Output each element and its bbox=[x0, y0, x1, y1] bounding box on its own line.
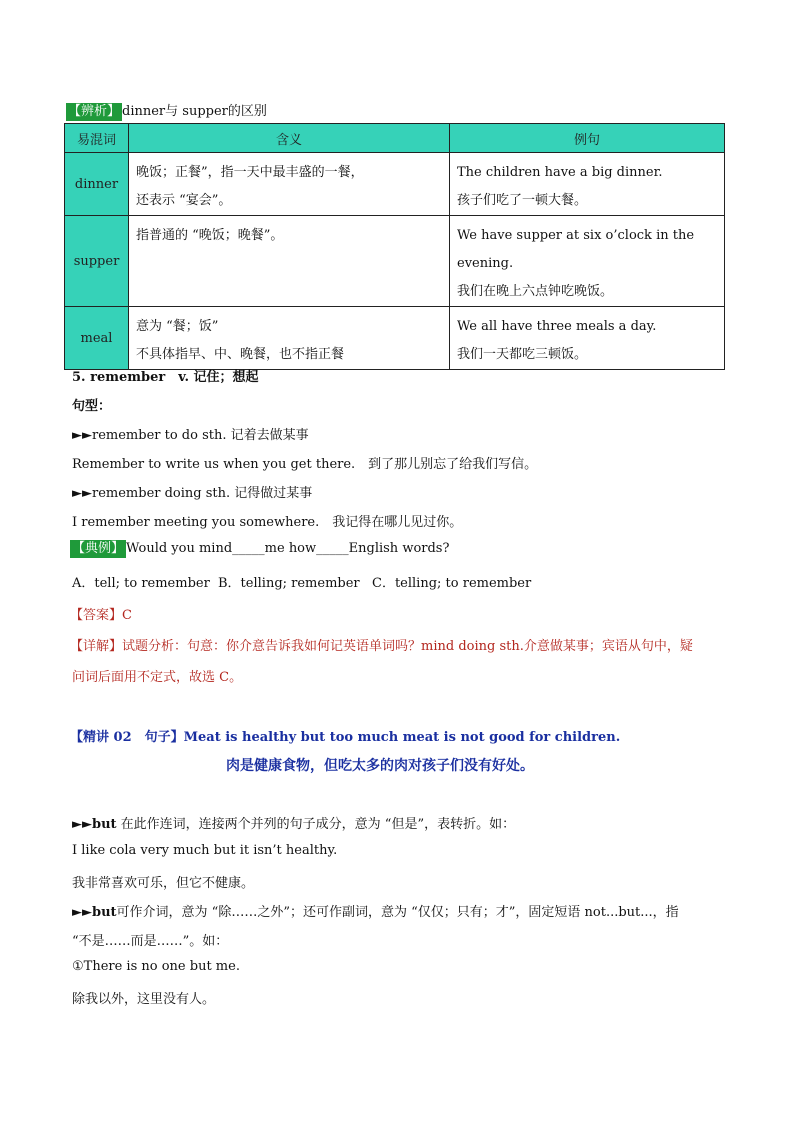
row-word: meal bbox=[65, 307, 129, 370]
but-note-2-cn: 除我以外，这里没有人。 bbox=[72, 992, 216, 1007]
table-row bbox=[65, 216, 725, 307]
compare-title: dinner与 supper的区别 bbox=[122, 104, 267, 119]
header-word: 易混词 bbox=[65, 124, 129, 153]
arrow-icon: ►► bbox=[72, 905, 92, 920]
but-note-1-en: I like cola very much but it isn’t healthy. bbox=[72, 843, 338, 858]
analysis-tag: 【辨析】 bbox=[68, 104, 121, 119]
pattern-2: ►►remember doing sth. 记得做过某事 bbox=[72, 486, 313, 501]
lecture-sentence-cn: 肉是健康食物，但吃太多的肉对孩子们没有好处。 bbox=[226, 758, 534, 774]
table-row bbox=[65, 307, 725, 370]
detail-line-2: 问词后面用不定式，故选 C。 bbox=[72, 670, 243, 685]
row-example bbox=[450, 307, 725, 370]
meaning-line: 还表示 “宴会”。 bbox=[136, 193, 232, 208]
table-header-row bbox=[65, 124, 725, 153]
detail-tag: 【详解】 bbox=[70, 639, 123, 654]
meaning-line: 晚饭；正餐”，指一天中最丰盛的一餐， bbox=[136, 165, 364, 180]
header-meaning: 含义 bbox=[129, 124, 450, 153]
example-en: The children have a big dinner. bbox=[457, 165, 663, 180]
note-text: 可作介词，意为 “除……之外”；还可作副词，意为 “仅仅；只有；才”，固定短语 not...but...，指 bbox=[116, 905, 679, 920]
lecture-label: 【精讲 02 句子】 bbox=[70, 730, 184, 745]
but-note-2 bbox=[72, 901, 679, 920]
lecture-line bbox=[70, 726, 620, 745]
example-en: We all have three meals a day. bbox=[457, 319, 657, 334]
detail-line-1 bbox=[70, 635, 693, 654]
detail-text-1: 试题分析：句意：你介意告诉我如何记英语单词吗？mind doing sth.介意做某事；宾语从句中，疑 bbox=[122, 639, 693, 654]
but-note-1-cn: 我非常喜欢可乐，但它不健康。 bbox=[72, 876, 255, 891]
pattern-label: 句型： bbox=[72, 399, 112, 414]
but-note-1 bbox=[72, 813, 515, 832]
option-b: B．telling; remember bbox=[218, 576, 360, 591]
example-en: We have supper at six o’clock in the evening. bbox=[457, 228, 695, 271]
meaning-line: 指普通的 “晚饭；晚餐”。 bbox=[136, 228, 284, 243]
arrow-icon: ►► bbox=[72, 817, 92, 832]
example-cn: 孩子们吃了一顿大餐。 bbox=[457, 193, 588, 208]
option-a: A．tell; to remember bbox=[72, 576, 210, 591]
compare-title-line bbox=[66, 100, 267, 121]
row-example bbox=[450, 216, 725, 307]
example-line bbox=[70, 540, 449, 558]
meaning-line: 意为 “餐；饭” bbox=[136, 319, 219, 334]
section-heading: 5. remember v. 记住；想起 bbox=[72, 370, 259, 385]
row-meaning bbox=[129, 153, 450, 216]
pattern-1: ►►remember to do sth. 记着去做某事 bbox=[72, 428, 309, 443]
answer-line bbox=[70, 604, 132, 623]
example-cn: 我们一天都吃三顿饭。 bbox=[457, 347, 588, 362]
keyword: but bbox=[92, 905, 117, 920]
lecture-sentence-en: Meat is healthy but too much meat is not good for children. bbox=[183, 730, 621, 745]
answer-value: C bbox=[122, 608, 132, 623]
example-tag: 【典例】 bbox=[72, 541, 125, 556]
pattern-1-example: Remember to write us when you get there. 到了那儿别忘了给我们写信。 bbox=[72, 457, 538, 472]
answer-tag: 【答案】 bbox=[70, 608, 123, 623]
meaning-line: 不具体指早、中、晚餐，也不指正餐 bbox=[136, 347, 345, 362]
keyword: but bbox=[92, 817, 117, 832]
note-text: 在此作连词，连接两个并列的句子成分，意为 “但是”，表转折。如： bbox=[116, 817, 516, 832]
pattern-2-example: I remember meeting you somewhere. 我记得在哪儿见过你。 bbox=[72, 515, 463, 530]
example-cn: 我们在晚上六点钟吃晚饭。 bbox=[457, 284, 614, 299]
row-word: supper bbox=[65, 216, 129, 307]
but-note-2-cont: “不是……而是……”。如： bbox=[72, 934, 229, 949]
row-meaning bbox=[129, 216, 450, 307]
row-word: dinner bbox=[65, 153, 129, 216]
option-c: C．telling; to remember bbox=[372, 576, 532, 591]
header-example: 例句 bbox=[450, 124, 725, 153]
table-row bbox=[65, 153, 725, 216]
example-question: Would you mind_____me how_____English words? bbox=[126, 541, 450, 556]
row-example bbox=[450, 153, 725, 216]
row-meaning bbox=[129, 307, 450, 370]
comparison-table bbox=[64, 123, 725, 370]
but-note-2-en: ①There is no one but me. bbox=[72, 959, 240, 974]
